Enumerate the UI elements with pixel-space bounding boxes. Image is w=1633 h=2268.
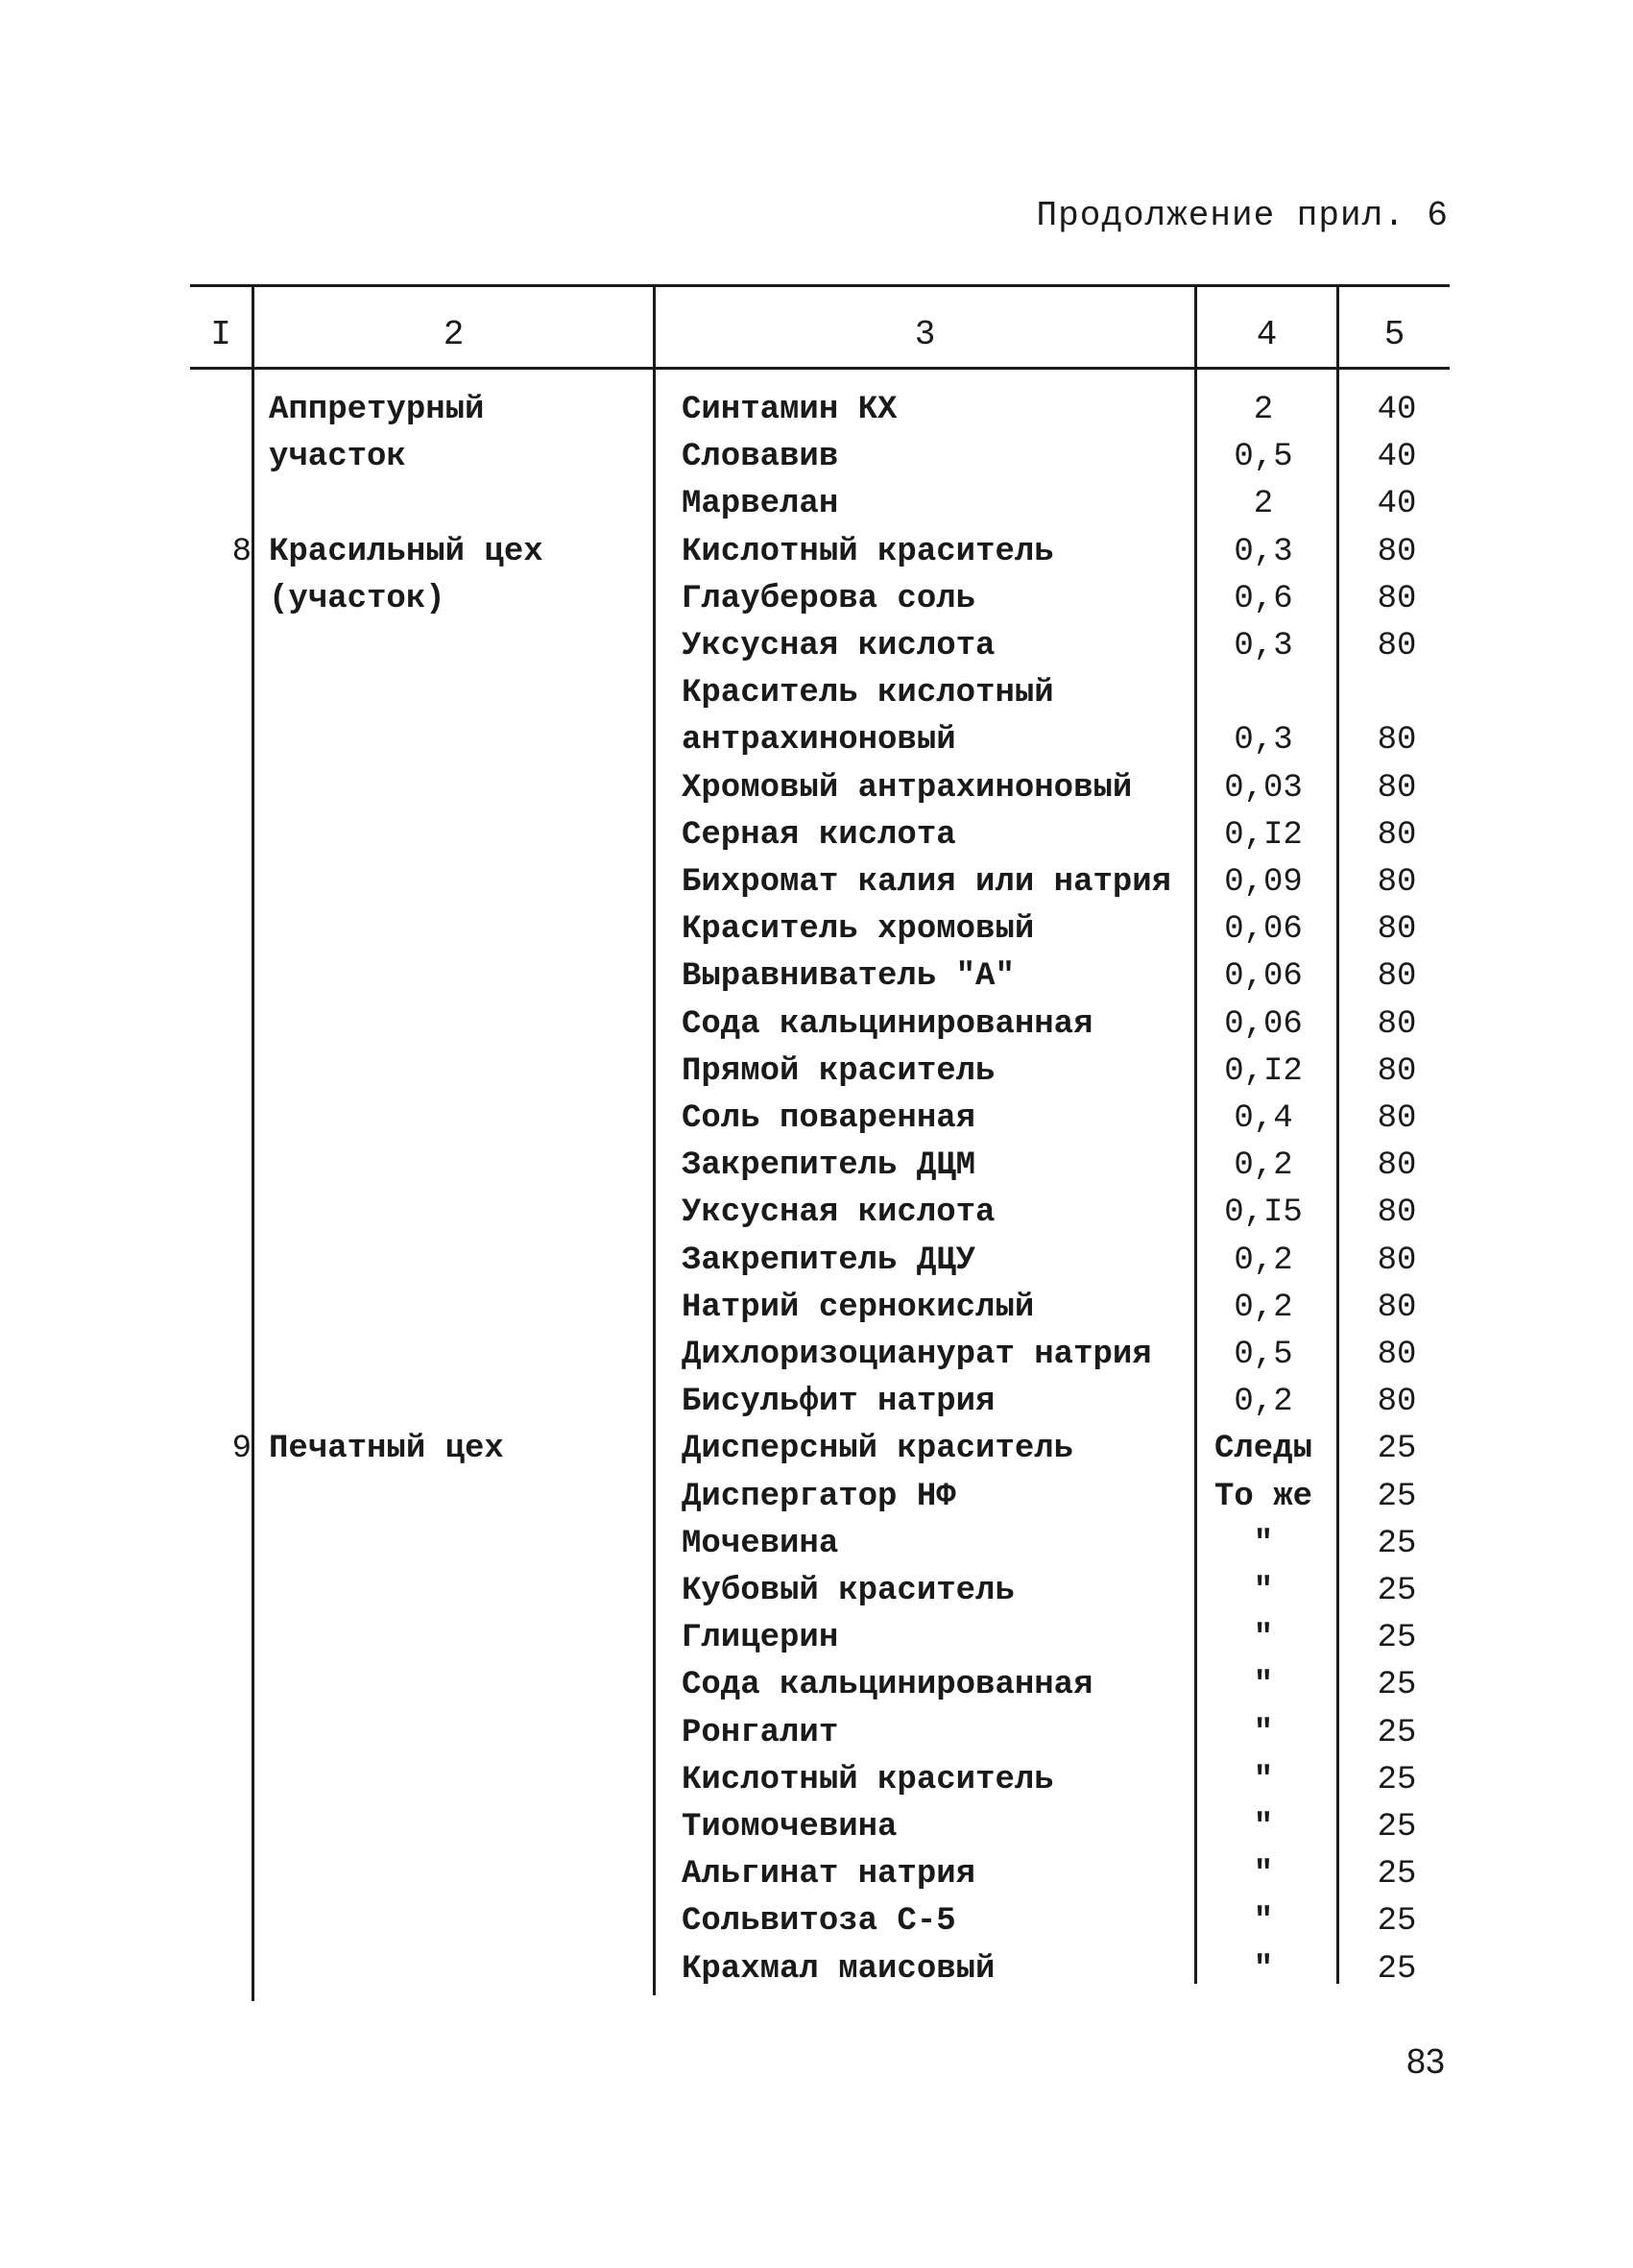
cell-col-3: Марвелан bbox=[682, 486, 839, 523]
header-note: Продолжение прил. 6 bbox=[1036, 196, 1449, 235]
cell-col-4: " bbox=[1253, 1714, 1274, 1751]
cell-col-3: Сода кальцинированная bbox=[682, 1005, 1093, 1043]
table-row bbox=[190, 1475, 1450, 1523]
cell-col-5: 25 bbox=[1377, 1667, 1417, 1704]
table-row bbox=[190, 1805, 1450, 1853]
cell-col-5: 25 bbox=[1377, 1525, 1417, 1562]
cell-col-4: 0,09 bbox=[1224, 864, 1303, 901]
cell-col-4: " bbox=[1253, 1809, 1274, 1846]
cell-col-5: 25 bbox=[1377, 1714, 1417, 1751]
table-row bbox=[190, 1758, 1450, 1806]
cell-col-3: антрахиноновый bbox=[682, 722, 956, 760]
cell-col-3: Синтамин КХ bbox=[682, 392, 898, 428]
cell-col-5: 80 bbox=[1377, 580, 1417, 617]
cell-col-3: Кислотный краситель bbox=[682, 533, 1054, 570]
page-number: 83 bbox=[1405, 2041, 1445, 2081]
cell-col-5: 40 bbox=[1377, 392, 1417, 428]
table-row bbox=[190, 1522, 1450, 1570]
cell-col-4: " bbox=[1253, 1903, 1274, 1941]
column-header-3: 3 bbox=[914, 315, 936, 354]
table-row bbox=[190, 1899, 1450, 1947]
table-row bbox=[190, 1002, 1450, 1050]
cell-col-4: 0,I5 bbox=[1224, 1194, 1303, 1232]
cell-col-3: Кубовый краситель bbox=[682, 1573, 1015, 1609]
cell-col-2: Печатный цех bbox=[269, 1431, 504, 1468]
cell-col-5: 25 bbox=[1377, 1950, 1417, 1988]
table-row bbox=[190, 482, 1450, 530]
cell-col-4: 0,2 bbox=[1234, 1147, 1293, 1185]
cell-col-4: 0,03 bbox=[1224, 769, 1303, 807]
table-row bbox=[190, 1711, 1450, 1759]
cell-col-3: Прямой краситель bbox=[682, 1052, 996, 1090]
cell-col-3: Тиомочевина bbox=[682, 1809, 898, 1846]
cell-col-4: 0,06 bbox=[1224, 1005, 1303, 1043]
cell-col-4: " bbox=[1253, 1525, 1274, 1562]
table-row bbox=[190, 671, 1450, 719]
cell-col-3: Кислотный краситель bbox=[682, 1761, 1054, 1798]
cell-col-5: 80 bbox=[1377, 1100, 1417, 1137]
cell-col-4: 0,I2 bbox=[1224, 1052, 1303, 1090]
cell-col-5: 40 bbox=[1377, 486, 1417, 523]
cell-col-3: Крахмал маисовый bbox=[682, 1950, 996, 1988]
table-header-rule bbox=[190, 367, 1450, 370]
cell-col-4: " bbox=[1253, 1950, 1274, 1988]
table-row bbox=[190, 530, 1450, 578]
cell-col-4: " bbox=[1253, 1620, 1274, 1657]
cell-col-3: Выравниватель "А" bbox=[682, 958, 1015, 996]
cell-col-3: Натрий сернокислый bbox=[682, 1289, 1035, 1326]
table-row bbox=[190, 766, 1450, 814]
column-header-4: 4 bbox=[1256, 315, 1278, 354]
table-row bbox=[190, 435, 1450, 483]
cell-col-1: 8 bbox=[231, 533, 252, 570]
cell-col-4: 0,5 bbox=[1234, 439, 1293, 476]
table-row bbox=[190, 813, 1450, 861]
cell-col-4: " bbox=[1253, 1856, 1274, 1894]
cell-col-5: 80 bbox=[1377, 816, 1417, 854]
cell-col-3: Соль поваренная bbox=[682, 1100, 976, 1137]
table-row bbox=[190, 388, 1450, 436]
cell-col-3: Альгинат натрия bbox=[682, 1856, 976, 1894]
cell-col-3: Словавив bbox=[682, 439, 839, 476]
cell-col-4: 0,I2 bbox=[1224, 816, 1303, 854]
cell-col-3: Глауберова соль bbox=[682, 580, 976, 617]
column-header-5: 5 bbox=[1383, 315, 1405, 354]
table-row bbox=[190, 1286, 1450, 1334]
cell-col-4: 0,06 bbox=[1224, 958, 1303, 996]
cell-col-3: Дисперсный краситель bbox=[682, 1431, 1074, 1468]
cell-col-4: " bbox=[1253, 1761, 1274, 1798]
table-row bbox=[190, 1097, 1450, 1145]
cell-col-3: Сода кальцинированная bbox=[682, 1667, 1093, 1704]
table-row bbox=[190, 1050, 1450, 1098]
cell-col-5: 80 bbox=[1377, 958, 1417, 996]
cell-col-5: 25 bbox=[1377, 1856, 1417, 1894]
cell-col-4: 0,5 bbox=[1234, 1337, 1293, 1373]
table-row bbox=[190, 860, 1450, 908]
cell-col-3: Уксусная кислота bbox=[682, 1194, 996, 1232]
cell-col-4: 0,3 bbox=[1234, 533, 1293, 570]
cell-col-3: Краситель кислотный bbox=[682, 675, 1054, 712]
cell-col-2: участок bbox=[269, 439, 406, 476]
table-row bbox=[190, 1239, 1450, 1287]
cell-col-4: " bbox=[1253, 1573, 1274, 1609]
cell-col-3: Краситель хромовый bbox=[682, 911, 1035, 949]
cell-col-4: 0,4 bbox=[1234, 1100, 1293, 1137]
cell-col-3: Мочевина bbox=[682, 1525, 839, 1562]
table-row bbox=[190, 1569, 1450, 1617]
cell-col-5: 25 bbox=[1377, 1761, 1417, 1798]
cell-col-3: Глицерин bbox=[682, 1620, 839, 1657]
cell-col-5: 25 bbox=[1377, 1573, 1417, 1609]
table-row bbox=[190, 954, 1450, 1002]
cell-col-5: 80 bbox=[1377, 533, 1417, 570]
cell-col-5: 80 bbox=[1377, 1289, 1417, 1326]
cell-col-5: 80 bbox=[1377, 722, 1417, 760]
cell-col-5: 80 bbox=[1377, 769, 1417, 807]
cell-col-4: 0,3 bbox=[1234, 628, 1293, 664]
cell-col-5: 25 bbox=[1377, 1903, 1417, 1941]
cell-col-3: Сольвитоза С-5 bbox=[682, 1903, 956, 1941]
cell-col-4: 0,2 bbox=[1234, 1242, 1293, 1279]
cell-col-5: 80 bbox=[1377, 1005, 1417, 1043]
cell-col-3: Закрепитель ДЦМ bbox=[682, 1147, 976, 1185]
cell-col-5: 80 bbox=[1377, 1384, 1417, 1421]
cell-col-5: 80 bbox=[1377, 1052, 1417, 1090]
table-row bbox=[190, 1144, 1450, 1192]
table-row bbox=[190, 1947, 1450, 1995]
cell-col-5: 25 bbox=[1377, 1431, 1417, 1468]
table-row bbox=[190, 1616, 1450, 1664]
cell-col-4: 2 bbox=[1253, 486, 1274, 523]
cell-col-3: Бисульфит натрия bbox=[682, 1384, 996, 1421]
cell-col-3: Закрепитель ДЦУ bbox=[682, 1242, 976, 1279]
table-row bbox=[190, 1663, 1450, 1711]
cell-col-2: Аппретурный bbox=[269, 392, 485, 428]
cell-col-5: 40 bbox=[1377, 439, 1417, 476]
cell-col-4: 0,2 bbox=[1234, 1289, 1293, 1326]
cell-col-4: 0,2 bbox=[1234, 1384, 1293, 1421]
cell-col-5: 80 bbox=[1377, 864, 1417, 901]
table-row bbox=[190, 1852, 1450, 1900]
cell-col-2: Красильный цех bbox=[269, 533, 543, 570]
table-row bbox=[190, 577, 1450, 625]
cell-col-2: (участок) bbox=[269, 580, 445, 617]
cell-col-4: 0,06 bbox=[1224, 911, 1303, 949]
cell-col-3: Хромовый антрахиноновый bbox=[682, 769, 1133, 807]
cell-col-4: 2 bbox=[1253, 392, 1274, 428]
table-top-rule bbox=[190, 284, 1450, 287]
cell-col-5: 25 bbox=[1377, 1620, 1417, 1657]
cell-col-3: Диспергатор НФ bbox=[682, 1478, 956, 1515]
table-row bbox=[190, 624, 1450, 672]
cell-col-5: 80 bbox=[1377, 1147, 1417, 1185]
cell-col-3: Бихромат калия или натрия bbox=[682, 864, 1172, 901]
cell-col-3: Ронгалит bbox=[682, 1714, 839, 1751]
cell-col-3: Уксусная кислота bbox=[682, 628, 996, 664]
cell-col-4: " bbox=[1253, 1667, 1274, 1704]
table-row bbox=[190, 1380, 1450, 1428]
cell-col-3: Серная кислота bbox=[682, 816, 956, 854]
cell-col-5: 25 bbox=[1377, 1478, 1417, 1515]
cell-col-5: 80 bbox=[1377, 1337, 1417, 1373]
cell-col-4: Следы bbox=[1213, 1431, 1313, 1468]
table-row bbox=[190, 1333, 1450, 1381]
table-row bbox=[190, 718, 1450, 766]
cell-col-5: 80 bbox=[1377, 1194, 1417, 1232]
cell-col-4: То же bbox=[1213, 1478, 1313, 1515]
cell-col-3: Дихлоризоцианурат натрия bbox=[682, 1337, 1152, 1373]
column-header-1: I bbox=[210, 315, 231, 354]
table-row bbox=[190, 1191, 1450, 1239]
table-row bbox=[190, 1427, 1450, 1475]
column-header-2: 2 bbox=[443, 315, 465, 354]
cell-col-4: 0,3 bbox=[1234, 722, 1293, 760]
cell-col-5: 80 bbox=[1377, 1242, 1417, 1279]
cell-col-5: 80 bbox=[1377, 911, 1417, 949]
table-row bbox=[190, 907, 1450, 955]
cell-col-1: 9 bbox=[231, 1431, 252, 1468]
cell-col-5: 80 bbox=[1377, 628, 1417, 664]
cell-col-4: 0,6 bbox=[1234, 580, 1293, 617]
cell-col-5: 25 bbox=[1377, 1809, 1417, 1846]
